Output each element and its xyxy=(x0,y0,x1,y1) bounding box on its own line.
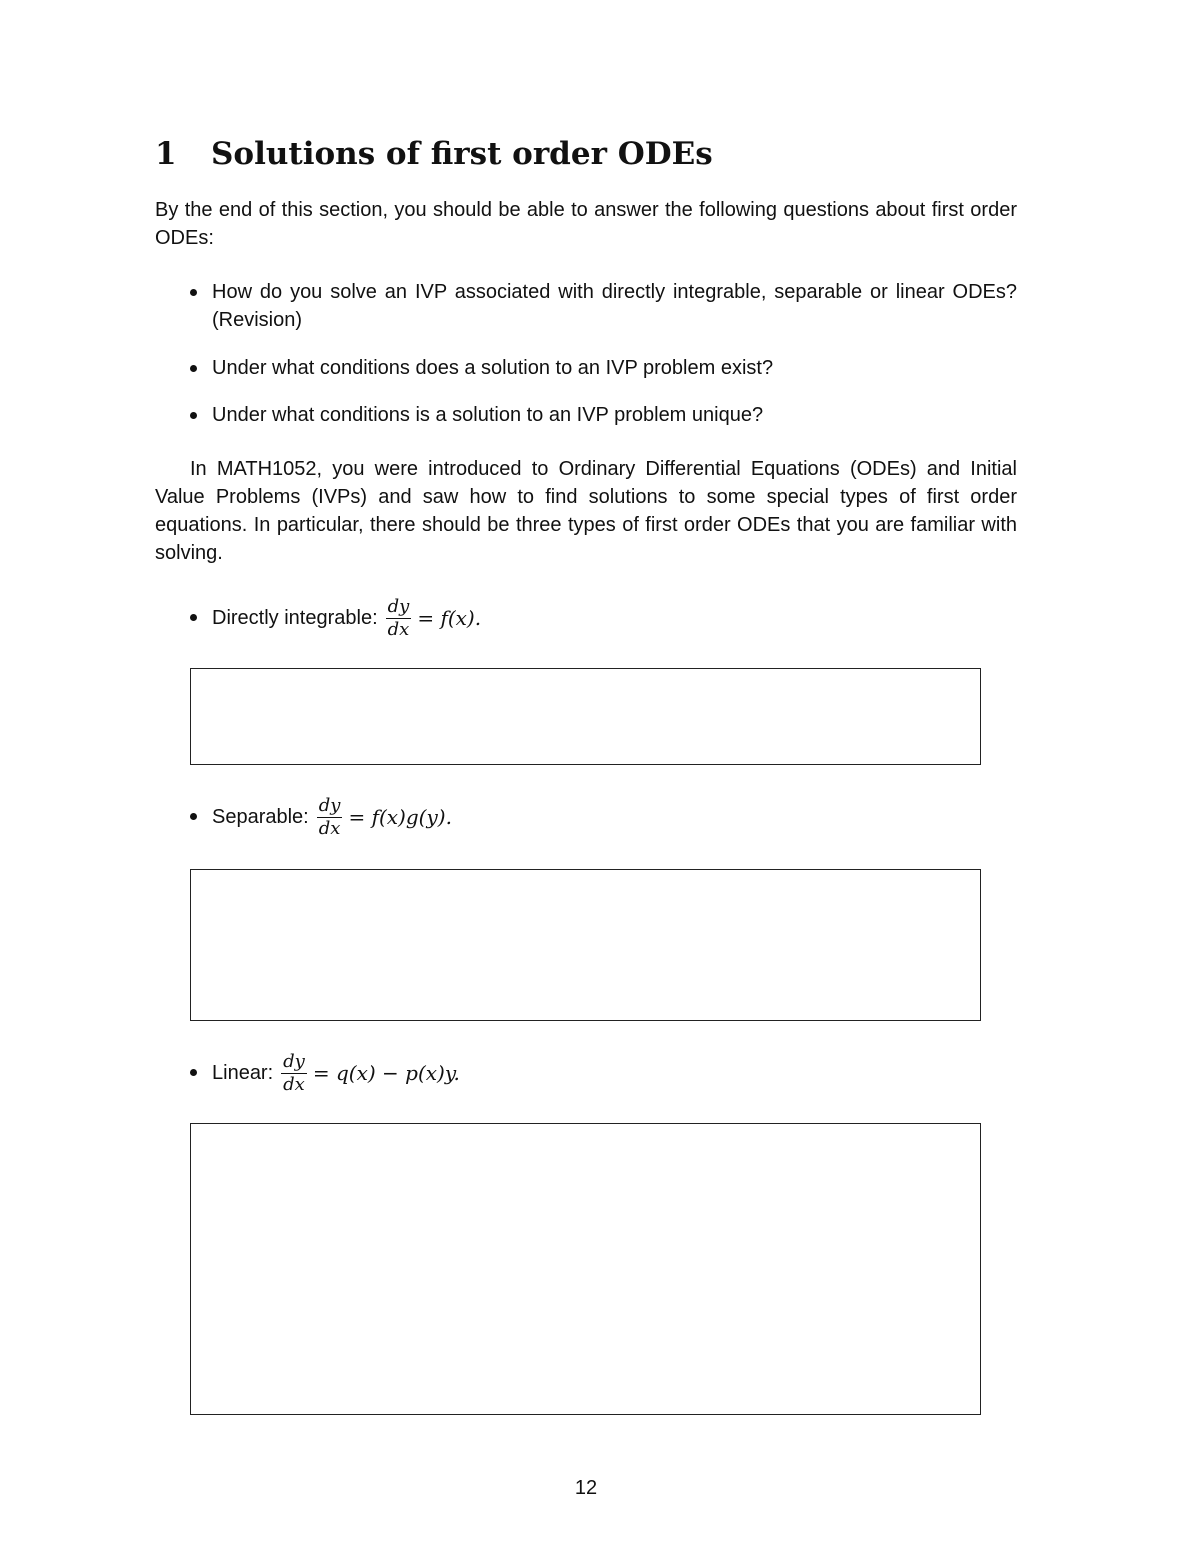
intro-text: By the end of this section, you should be able to answer the following questions about first order ODEs: xyxy=(155,199,1017,249)
bullet-icon xyxy=(190,1069,197,1076)
answer-box-directly-integrable xyxy=(190,668,981,765)
bullet-icon xyxy=(190,614,197,621)
equation-rhs: = f(x). xyxy=(417,606,482,630)
fraction-denominator: dx xyxy=(283,1073,305,1095)
question-text: How do you solve an IVP associated with directly integrable, separable or linear ODEs? (Revision) xyxy=(212,281,1017,331)
bullet-icon xyxy=(190,813,197,820)
fraction-numerator: dy xyxy=(283,1050,305,1072)
derivative-fraction xyxy=(317,795,343,840)
bullet-icon xyxy=(190,289,197,296)
intro-paragraph: In MATH1052, you were introduced to Ordinary Differential Equations (ODEs) and Initial Value Problems (IVPs) and saw how to find solutions to some special types of first order equations. In particular, there should be three types of first order ODEs that you are familiar with solving. xyxy=(155,458,1017,564)
derivative-fraction xyxy=(281,1051,307,1096)
answer-box-linear xyxy=(190,1123,981,1415)
section-number: 1 xyxy=(155,136,177,172)
equation-rhs: = q(x) − p(x)y. xyxy=(312,1061,460,1085)
section-title: Solutions of first order ODEs xyxy=(211,136,713,172)
ode-type-label: Separable: xyxy=(212,806,309,828)
derivative-fraction xyxy=(386,596,412,641)
fraction-denominator: dx xyxy=(387,618,410,640)
section-heading xyxy=(155,134,713,174)
ode-type-label: Linear: xyxy=(212,1062,274,1084)
page-number: 12 xyxy=(574,1477,598,1499)
fraction-numerator: dy xyxy=(387,595,410,617)
equation-rhs: = f(x)g(y). xyxy=(348,805,452,829)
ode-type-label: Directly integrable: xyxy=(212,607,378,629)
question-text: Under what conditions does a solution to an IVP problem exist? xyxy=(212,357,774,379)
bullet-icon xyxy=(190,365,197,372)
fraction-numerator: dy xyxy=(318,794,341,816)
fraction-denominator: dx xyxy=(318,817,341,839)
answer-box-separable xyxy=(190,869,981,1021)
question-text: Under what conditions is a solution to an IVP problem unique? xyxy=(212,404,764,426)
bullet-icon xyxy=(190,412,197,419)
